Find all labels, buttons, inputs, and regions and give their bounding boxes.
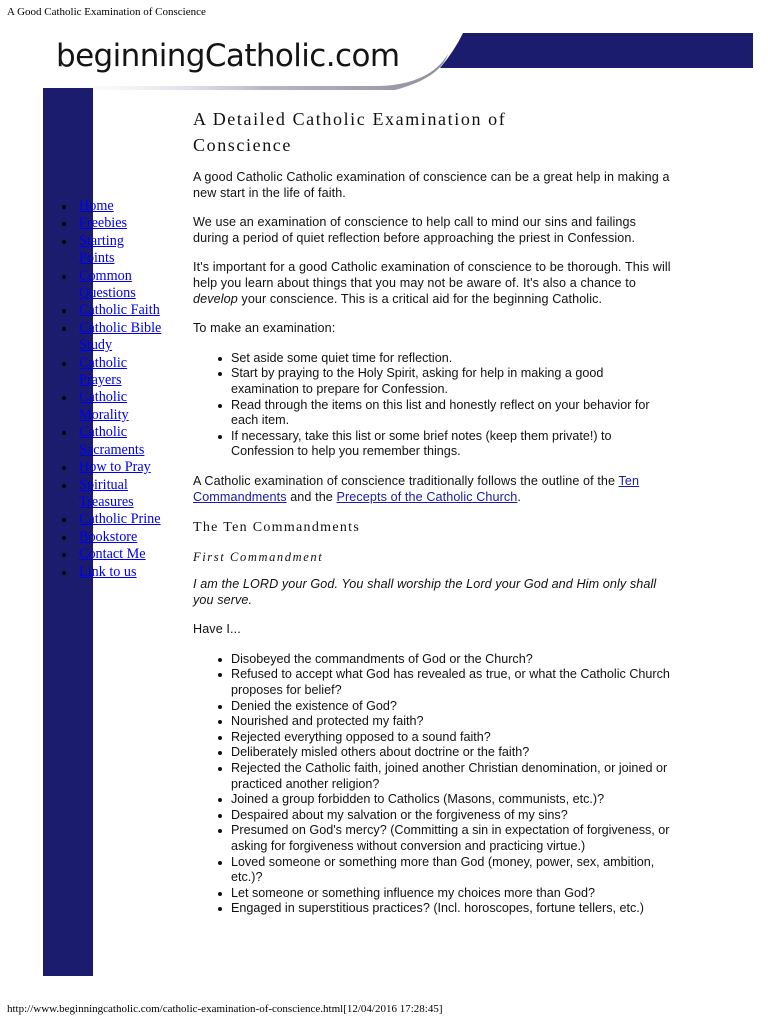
nav-link-1[interactable]: Freebies xyxy=(79,215,128,232)
question-item: Deliberately misled others about doctrine or the faith? xyxy=(231,745,673,761)
intro-paragraph-2: We use an examination of conscience to help call to mind our sins and failings during a period of quiet reflection before approaching the priest in Confession. xyxy=(193,215,636,245)
question-item: Let someone or something influence my choices more than God? xyxy=(231,886,673,902)
nav-link-4[interactable]: Catholic Faith xyxy=(79,302,160,319)
print-header: A Good Catholic Examination of Conscience xyxy=(7,6,206,18)
nav-item[interactable] xyxy=(62,546,162,563)
question-item: Nourished and protected my faith? xyxy=(231,714,673,730)
nav-link-7[interactable]: Catholic Morality xyxy=(79,389,129,423)
step-item: Start by praying to the Holy Spirit, asking for help in making a good examination to prepare for Confession. xyxy=(231,366,673,397)
questions-list xyxy=(231,652,673,917)
nav-item[interactable] xyxy=(62,389,162,424)
print-footer: http://www.beginningcatholic.com/catholic-examination-of-conscience.html[12/04/2016 17:28:45] xyxy=(7,1003,443,1015)
nav-link-11[interactable]: Catholic Prine xyxy=(79,511,161,528)
nav-link-0[interactable]: Home xyxy=(79,198,114,214)
nav-item[interactable] xyxy=(62,233,162,268)
nav-link-13[interactable]: Contact Me xyxy=(79,546,146,563)
question-item: Denied the existence of God? xyxy=(231,699,673,715)
question-item: Refused to accept what God has revealed as true, or what the Catholic Church proposes for belief? xyxy=(231,667,673,698)
section-heading: The Ten Commandments xyxy=(193,520,361,536)
nav-link-14[interactable]: Link to us xyxy=(79,563,137,580)
question-item: Loved someone or something more than God (money, power, sex, ambition, etc.)? xyxy=(231,855,673,886)
nav-item[interactable] xyxy=(62,529,162,546)
outline-paragraph: A Catholic examination of conscience traditionally follows the outline of the Ten Commandments and the Precepts of the Catholic Church. xyxy=(193,473,640,504)
nav-link-12[interactable]: Bookstore xyxy=(79,528,138,545)
main-content xyxy=(193,106,673,931)
first-commandment-heading: First Commandment xyxy=(193,550,324,565)
nav-item[interactable] xyxy=(62,320,162,355)
steps-list xyxy=(231,351,673,460)
nav-item[interactable] xyxy=(62,459,162,476)
nav-link-3[interactable]: Common Questions xyxy=(79,267,136,302)
nav-item[interactable] xyxy=(62,198,162,215)
question-item: Rejected everything opposed to a sound faith? xyxy=(231,730,673,746)
question-item: Presumed on God's mercy? (Committing a sin in expectation of forgiveness, or asking for forgiveness without conversion and practicing virtue.) xyxy=(231,823,673,854)
precepts-link[interactable]: Precepts of the Catholic Church xyxy=(336,489,518,504)
nav-item[interactable] xyxy=(62,424,162,459)
nav-item[interactable] xyxy=(62,564,162,581)
question-item: Rejected the Catholic faith, joined another Christian denomination, or joined or practiced another religion? xyxy=(231,761,673,792)
question-item: Engaged in superstitious practices? (Incl. horoscopes, fortune tellers, etc.) xyxy=(231,901,673,917)
question-item: Despaired about my salvation or the forgiveness of my sins? xyxy=(231,808,673,824)
question-item: Joined a group forbidden to Catholics (Masons, communists, etc.)? xyxy=(231,792,673,808)
have-i-label: Have I... xyxy=(193,622,241,637)
step-item: Set aside some quiet time for reflection. xyxy=(231,351,673,367)
banner-navy-bar xyxy=(440,33,753,68)
step-item: Read through the items on this list and honestly reflect on your behavior for each item. xyxy=(231,398,673,429)
nav-item[interactable] xyxy=(62,477,162,512)
question-item: Disobeyed the commandments of God or the Church? xyxy=(231,652,673,668)
nav-link-9[interactable]: How to Pray xyxy=(79,459,151,476)
site-logo[interactable]: beginningCatholic.com xyxy=(56,38,400,74)
ten-commandments-link[interactable]: Ten Commandments xyxy=(193,473,640,504)
nav-link-5[interactable]: Catholic Bible Study xyxy=(79,319,162,354)
intro-paragraph-3: It's important for a good Catholic examination of conscience to be thorough. This will help you learn about things that you may not be aware of. It's also a chance to develop your conscience. This is a critical aid for the beginning Catholic. xyxy=(193,260,671,306)
nav-link-10[interactable]: Spiritual Treasures xyxy=(79,476,134,510)
nav-item[interactable] xyxy=(62,302,162,319)
nav-link-2[interactable]: Starting Points xyxy=(79,232,124,267)
nav-link-8[interactable]: Catholic Sacraments xyxy=(79,424,145,458)
nav-item[interactable] xyxy=(62,355,162,390)
sidebar-nav xyxy=(62,198,162,581)
nav-link-6[interactable]: Catholic Prayers xyxy=(79,354,128,389)
nav-item[interactable] xyxy=(62,268,162,303)
nav-item[interactable] xyxy=(62,511,162,528)
develop-emphasis: develop xyxy=(193,291,238,306)
intro-paragraph-1: A good Catholic Catholic examination of conscience can be a great help in making a new start in the life of faith. xyxy=(193,170,670,200)
make-examination-label: To make an examination: xyxy=(193,321,336,336)
page-title: A Detailed Catholic Examination of Conscience xyxy=(193,109,507,155)
step-item: If necessary, take this list or some brief notes (keep them private!) to Confession to help you remember things. xyxy=(231,429,673,460)
nav-item[interactable] xyxy=(62,215,162,232)
scripture-quote: I am the LORD your God. You shall worship the Lord your God and Him only shall you serve. xyxy=(193,577,657,607)
